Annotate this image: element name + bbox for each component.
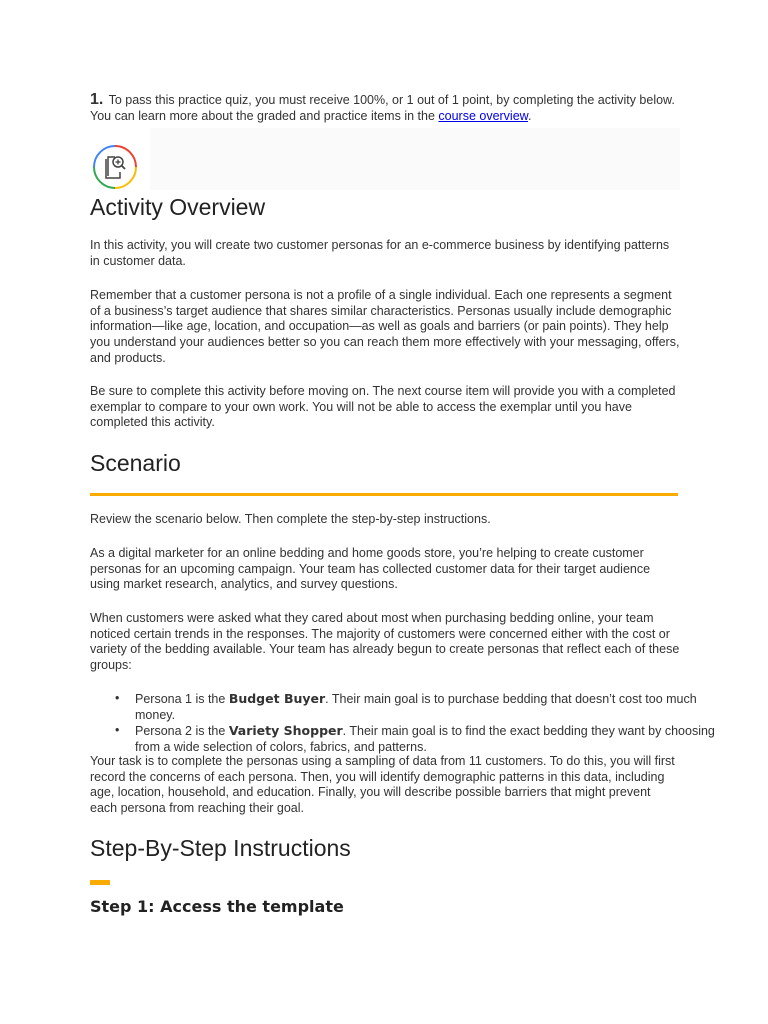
scenario-paragraph: As a digital marketer for an online bedding and home goods store, you’re helping to create customer personas for an upcoming campaign. Your team has collected customer data for their target audience using market research, analytics, and survey questions. <box>90 546 651 592</box>
intro-text: To pass this practice quiz, you must receive 100%, or 1 out of 1 point, by completing the activity below. You can learn more about the graded and practice items in the <box>90 93 675 123</box>
bullet: • <box>115 723 120 738</box>
scenario-closing-paragraph: Your task is to complete the personas using a sampling of data from 11 customers. To do this, you will first record the concerns of each persona. Then, you will identify demographic patterns in this data, including age, location, household, and education. Finally, you will describe possible barriers that might prevent each persona from reaching their goal. <box>90 754 675 816</box>
activity-overview-heading: Activity Overview <box>90 194 266 220</box>
step-1-title: Step 1: Access the template <box>90 897 344 916</box>
persona-prefix: Persona 1 is the <box>135 692 229 706</box>
quiz-intro <box>90 92 680 124</box>
overview-paragraph: Be sure to complete this activity before moving on. The next course item will provide you with a completed exemplar to compare to your own work. You will not be able to access the exemplar until you have completed this activity. <box>90 384 676 430</box>
question-number: 1. <box>90 91 104 108</box>
list-item <box>115 723 725 755</box>
persona-description: . Their main goal is to find the exact bedding they want by choosing from a wide selection of colors, fabrics, and patterns. <box>135 724 715 755</box>
list-item <box>115 691 725 723</box>
intro-text-end: . <box>528 109 532 123</box>
overview-paragraph: Remember that a customer persona is not a profile of a single individual. Each one represents a segment of a business’s target audience that shares similar characteristics. Personas usually include demographic information—like age, location, and occupation—as well as goals and barriers (or pain points). They help you understand your audiences better so you can reach them more effectively with your messaging, offers, and products. <box>90 288 680 365</box>
persona-name: Variety Shopper <box>228 723 343 739</box>
scenario-paragraph: Review the scenario below. Then complete the step-by-step instructions. <box>90 512 491 526</box>
scenario-divider <box>90 493 678 496</box>
persona-name: Budget Buyer <box>228 691 326 706</box>
instructions-accent <box>90 880 110 885</box>
scenario-heading: Scenario <box>90 450 181 476</box>
faded-banner <box>150 128 680 190</box>
persona-list <box>90 691 725 756</box>
overview-paragraph: In this activity, you will create two customer personas for an e-commerce business by identifying patterns in customer data. <box>90 238 670 268</box>
bullet: • <box>115 691 120 705</box>
persona-prefix: Persona 2 is the <box>135 724 229 739</box>
instructions-heading: Step-By-Step Instructions <box>90 835 351 861</box>
course-overview-link[interactable]: course overview <box>438 109 528 123</box>
document-search-icon <box>92 144 138 190</box>
scenario-paragraph: When customers were asked what they cared about most when purchasing bedding online, your team noticed certain trends in the responses. The majority of customers were concerned either with the cost or variety of the bedding available. Your team has already begun to create personas that reflect each of these groups: <box>90 611 680 673</box>
persona-description: . Their main goal is to purchase bedding that doesn’t cost too much money. <box>135 692 697 722</box>
